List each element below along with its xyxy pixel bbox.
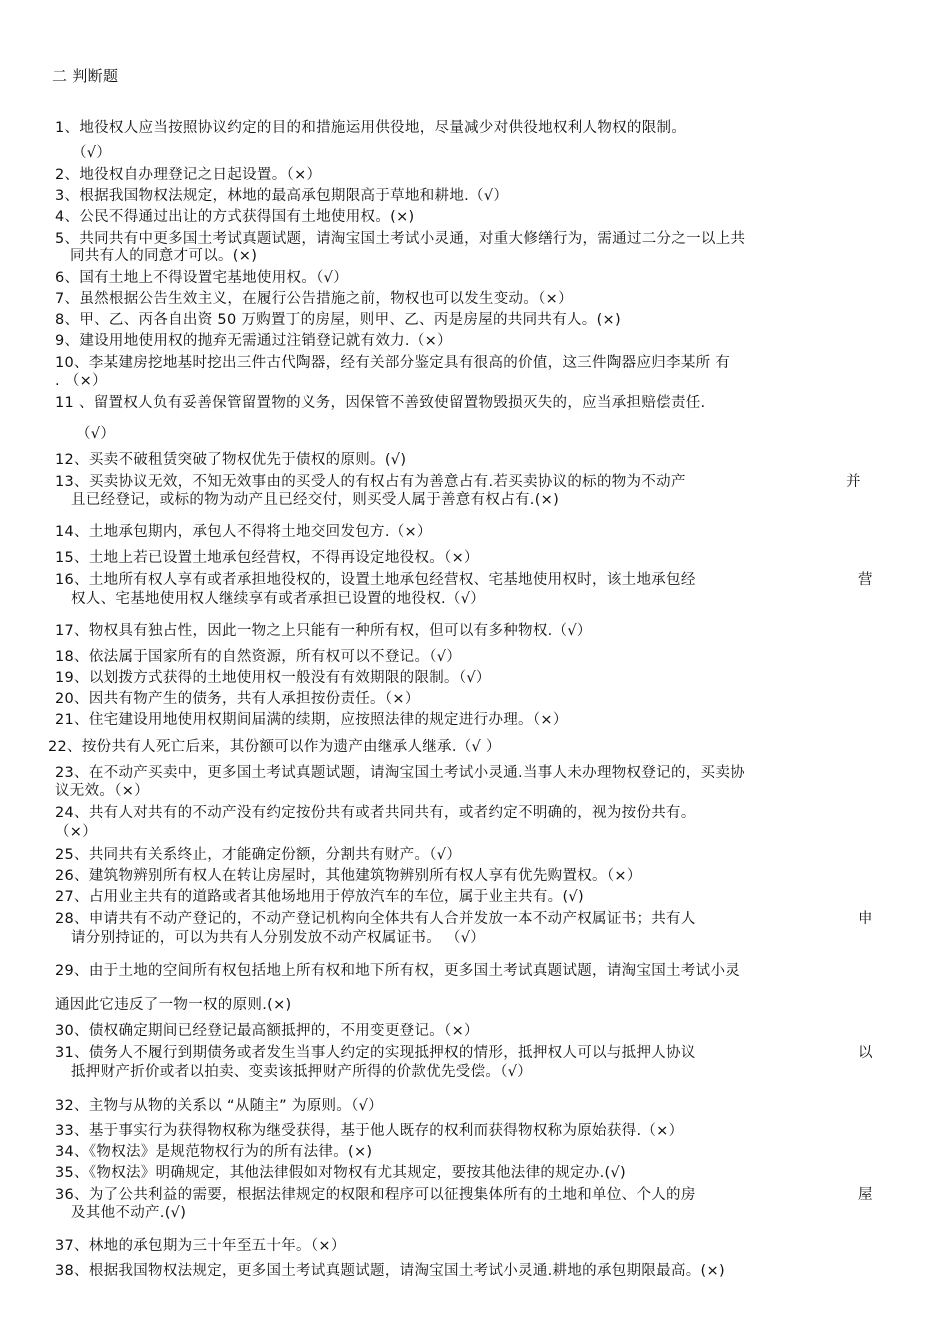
question-27: 27、占用业主共有的道路或者其他场地用于停放汽车的车位，属于业主共有。(√) [55,889,584,905]
question-5-cont: 同共有人的同意才可以。(×) [70,248,258,264]
question-25: 25、共同共有关系终止，才能确定份额，分割共有财产。（√） [55,847,462,863]
question-31-cont: 抵押财产折价或者以拍卖、变卖该抵押财产所得的价款优先受偿。（√） [71,1064,533,1080]
question-26: 26、建筑物辨别所有权人在转让房屋时，其他建筑物辨别所有权人享有优先购置权。（×） [55,868,642,884]
question-20: 20、因共有物产生的债务，共有人承担按份责任。（×） [55,691,420,707]
answer-1: （√） [72,145,112,161]
question-17: 17、物权具有独占性，因此一物之上只能有一种所有权，但可以有多种物权.（√） [55,623,592,639]
question-23-cont: 议无效。（×） [55,783,149,799]
question-22: 22、按份共有人死亡后来，其份额可以作为遗产由继承人继承.（√ ） [48,739,501,755]
question-10: 10、李某建房挖地基时挖出三件古代陶器，经有关部分鉴定具有很高的价值，这三件陶器应归李某所 有 [55,355,731,371]
question-34: 34、《物权法》是规范物权行为的所有法律。(×) [55,1144,373,1160]
question-28: 28、申请共有不动产登记的，不动产登记机构向全体共有人合并发放一本不动产权属证书；共有人 [55,911,696,927]
question-18: 18、依法属于国家所有的自然资源，所有权可以不登记。（√） [55,649,462,665]
question-3: 3、根据我国物权法规定，林地的最高承包期限高于草地和耕地.（√） [55,188,509,204]
question-37: 37、林地的承包期为三十年至五十年。（×） [55,1238,346,1254]
question-6: 6、国有土地上不得设置宅基地使用权。（√） [55,270,349,286]
question-2: 2、地役权自办理登记之日起设置。（×） [55,167,322,183]
question-29: 29、由于土地的空间所有权包括地上所有权和地下所有权，更多国土考试真题试题，请淘宝国土考试小灵 [55,963,741,979]
question-35: 35、《物权法》明确规定，其他法律假如对物权有尤其规定，要按其他法律的规定办.(√) [55,1165,626,1181]
question-13-tail: 并 [846,474,861,490]
question-5: 5、共同共有中更多国土考试真题试题，请淘宝国土考试小灵通，对重大修缮行为，需通过二分之一以上共 [55,231,746,247]
answer-11: （√） [76,426,116,442]
question-21: 21、住宅建设用地使用权期间届满的续期，应按照法律的规定进行办理。（×） [55,712,568,728]
question-16: 16、土地所有权人享有或者承担地役权的，设置土地承包经营权、宅基地使用权时，该土地承包经 [55,572,696,588]
question-7: 7、虽然根据公告生效主义，在履行公告措施之前，物权也可以发生变动。（×） [55,291,573,307]
question-36-tail: 屋 [858,1187,873,1203]
question-36: 36、为了公共利益的需要，根据法律规定的权限和程序可以征搜集体所有的土地和单位、个人的房 [55,1187,696,1203]
question-32: 32、主物与从物的关系以 “从随主” 为原则。（√） [55,1098,383,1114]
question-31-tail: 以 [858,1045,873,1061]
section-title: 二 判断题 [52,67,119,85]
question-13-cont: 且已经登记，或标的物为动产且已经交付，则买受人属于善意有权占有.(×) [71,492,560,508]
question-10-cont: . （×） [55,373,107,389]
question-13: 13、买卖协议无效，不知无效事由的买受人的有权占有为善意占有.若买卖协议的标的物为不动产 [55,474,686,490]
question-28-cont: 请分别持证的，可以为共有人分别发放不动产权属证书。 （√） [71,930,486,946]
question-11: 11 、留置权人负有妥善保管留置物的义务，因保管不善致使留置物毁损灭失的，应当承担赔偿责任. [55,395,706,411]
question-31: 31、债务人不履行到期债务或者发生当事人约定的实现抵押权的情形，抵押权人可以与抵押人协议 [55,1045,696,1061]
question-28-tail: 申 [858,911,873,927]
question-16-cont: 权人、宅基地使用权人继续享有或者承担已设置的地役权.（√） [71,591,486,607]
question-4: 4、公民不得通过出让的方式获得国有土地使用权。(×) [55,209,415,225]
question-24-cont: （×） [55,824,98,840]
question-19: 19、以划拨方式获得的土地使用权一般没有有效期限的限制。（√） [55,670,491,686]
question-30: 30、债权确定期间已经登记最高额抵押的，不用变更登记。（×） [55,1023,479,1039]
question-23: 23、在不动产买卖中，更多国土考试真题试题，请淘宝国土考试小灵通.当事人未办理物权登记的，买卖协 [55,765,745,781]
question-38: 38、根据我国物权法规定，更多国土考试真题试题，请淘宝国土考试小灵通.耕地的承包期限最高。(×) [55,1263,725,1279]
question-36-cont: 及其他不动产.(√) [71,1205,187,1221]
question-16-tail: 营 [858,572,873,588]
question-8: 8、甲、乙、丙各自出资 50 万购置丁的房屋，则甲、乙、丙是房屋的共同共有人。(×) [55,312,621,328]
question-12: 12、买卖不破租赁突破了物权优先于债权的原则。(√) [55,452,407,468]
question-24: 24、共有人对共有的不动产没有约定按份共有或者共同共有，或者约定不明确的，视为按份共有。 [55,805,696,821]
question-9: 9、建设用地使用权的抛弃无需通过注销登记就有效力.（×） [55,333,452,349]
question-15: 15、土地上若已设置土地承包经营权，不得再设定地役权。（×） [55,550,479,566]
question-29-cont: 通因此它违反了一物一权的原则.(×) [55,997,292,1013]
question-33: 33、基于事实行为获得物权称为继受获得，基于他人既存的权利而获得物权称为原始获得.（×） [55,1123,684,1139]
question-1: 1、地役权人应当按照协议约定的目的和措施运用供役地，尽量减少对供役地权利人物权的限制。 [55,120,687,136]
question-14: 14、土地承包期内，承包人不得将土地交回发包方.（×） [55,524,432,540]
